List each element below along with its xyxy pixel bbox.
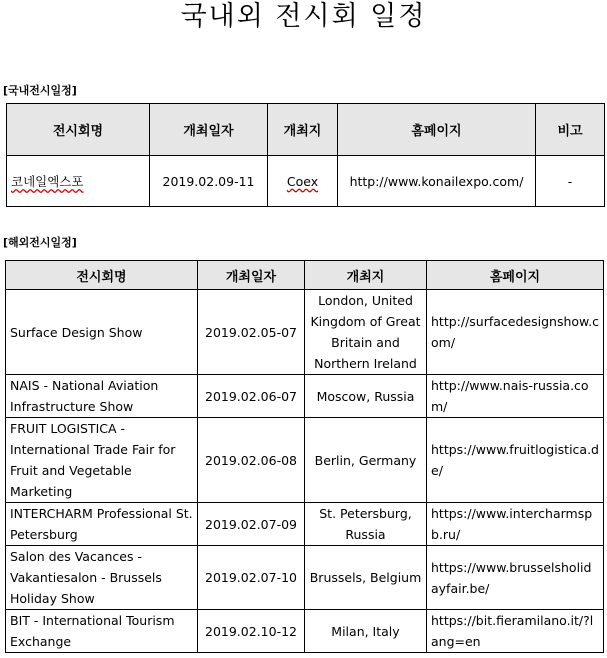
exhibition-homepage: [427, 375, 604, 418]
exhibition-name: INTERCHARM Professional St. Petersburg: [6, 503, 198, 546]
homepage-link[interactable]: https://www.brusselsholidayfair.be/: [431, 559, 592, 596]
exhibition-homepage: [427, 546, 604, 610]
table-header-row: [7, 104, 605, 156]
exhibition-name: [7, 156, 150, 207]
column-header-note: 비고: [536, 104, 605, 156]
column-header-venue: 개최지: [305, 261, 427, 290]
homepage-link[interactable]: http://www.konailexpo.com/: [349, 173, 524, 189]
domestic-schedule-table: [6, 103, 605, 207]
overseas-section-label: [해외전시일정]: [3, 236, 77, 249]
table-header-row: [6, 261, 604, 290]
column-header-homepage: 홈페이지: [427, 261, 604, 290]
exhibition-name: NAIS - National Aviation Infrastructure Show: [6, 375, 198, 418]
table-row: [6, 546, 604, 610]
exhibition-homepage: [427, 503, 604, 546]
exhibition-homepage: [338, 156, 536, 207]
column-header-date: 개최일자: [198, 261, 305, 290]
column-header-venue: 개최지: [268, 104, 338, 156]
column-header-date: 개최일자: [150, 104, 268, 156]
table-row: [7, 156, 605, 207]
exhibition-homepage: [427, 418, 604, 503]
page-title: 국내외 전시회 일정: [180, 1, 427, 32]
homepage-link[interactable]: https://bit.fieramilano.it/?lang=en: [431, 613, 594, 649]
domestic-section-label: [국내전시일정]: [3, 84, 77, 97]
homepage-link[interactable]: http://surfacedesignshow.com/: [431, 314, 599, 350]
exhibition-date: 2019.02.07-10: [198, 546, 305, 610]
exhibition-venue: London, United Kingdom of Great Britain and Northern Ireland: [305, 290, 427, 375]
exhibition-venue: Brussels, Belgium: [305, 546, 427, 610]
exhibition-venue: St. Petersburg, Russia: [305, 503, 427, 546]
exhibition-venue: [268, 156, 338, 207]
exhibition-homepage: [427, 610, 604, 653]
table-row: [6, 290, 604, 375]
exhibition-date: 2019.02.07-09: [198, 503, 305, 546]
homepage-link[interactable]: http://www.nais-russia.com/: [431, 378, 589, 414]
column-header-exhibition: 전시회명: [7, 104, 150, 156]
homepage-link[interactable]: https://www.intercharmspb.ru/: [431, 506, 593, 542]
exhibition-venue-text: Coex: [286, 173, 319, 189]
table-row: [6, 375, 604, 418]
column-header-exhibition: 전시회명: [6, 261, 198, 290]
exhibition-venue: Berlin, Germany: [305, 418, 427, 503]
exhibition-name: Surface Design Show: [6, 290, 198, 375]
exhibition-venue: Moscow, Russia: [305, 375, 427, 418]
exhibition-date: 2019.02.06-08: [198, 418, 305, 503]
table-row: [6, 610, 604, 653]
exhibition-name: Salon des Vacances - Vakantiesalon - Brussels Holiday Show: [6, 546, 198, 610]
table-row: [6, 503, 604, 546]
exhibition-date: 2019.02.09-11: [150, 156, 268, 207]
exhibition-date: 2019.02.05-07: [198, 290, 305, 375]
homepage-link[interactable]: https://www.fruitlogistica.de/: [431, 442, 599, 478]
exhibition-name: FRUIT LOGISTICA - International Trade Fair for Fruit and Vegetable Marketing: [6, 418, 198, 503]
overseas-schedule-table: [5, 260, 604, 653]
exhibition-date: 2019.02.10-12: [198, 610, 305, 653]
exhibition-venue: Milan, Italy: [305, 610, 427, 653]
exhibition-date: 2019.02.06-07: [198, 375, 305, 418]
exhibition-name: BIT - International Tourism Exchange: [6, 610, 198, 653]
exhibition-note: -: [536, 156, 605, 207]
table-row: [6, 418, 604, 503]
column-header-homepage: 홈페이지: [338, 104, 536, 156]
exhibition-name-text: 코네일엑스포: [11, 174, 84, 189]
exhibition-homepage: [427, 290, 604, 375]
